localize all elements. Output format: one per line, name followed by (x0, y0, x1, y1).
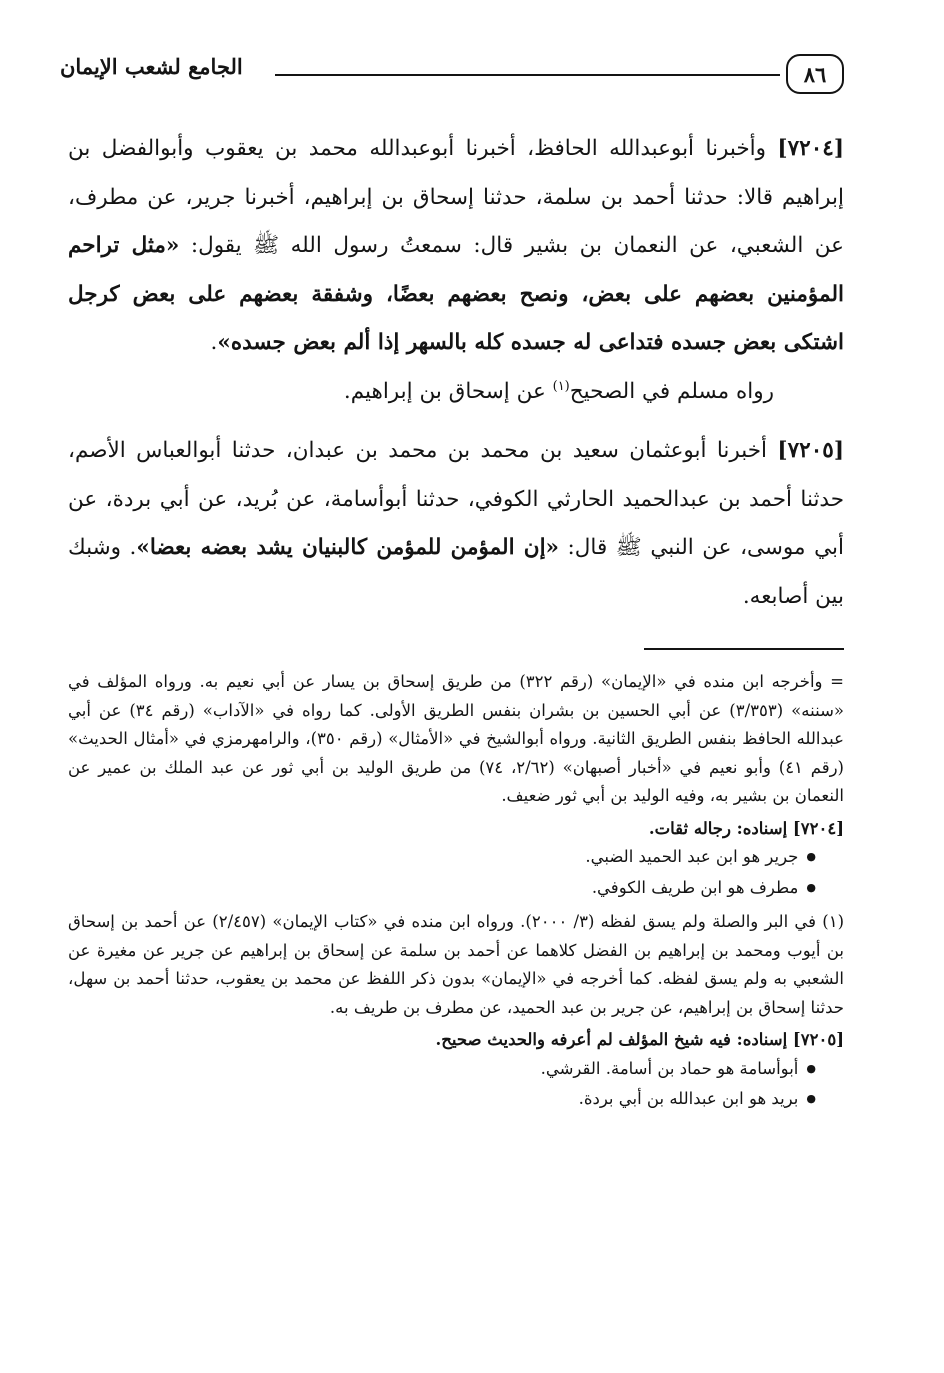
isnad-text: فيه شيخ المؤلف لم أعرفه والحديث صحيح. (435, 1030, 737, 1049)
hadith-end: . وشبك بين أصابعه. (68, 535, 844, 609)
hadith-7205 (68, 427, 844, 621)
isnad-7204 (68, 815, 844, 844)
main-text (68, 125, 844, 621)
riwaya-line (68, 368, 844, 417)
isnad-7205 (68, 1026, 844, 1055)
hadith-number: [٧٢٠٥] (777, 438, 844, 463)
hadith-matn: «إن المؤمن للمؤمن كالبنيان يشد بعضه بعضا» (136, 535, 559, 560)
page-header (60, 50, 844, 106)
isnad-text: رجاله ثقات. (648, 818, 737, 838)
hadith-isnad: أخبرنا أبوعثمان سعيد بن محمد بن محمد بن عبدان، حدثنا أبوالعباس الأصم، حدثنا أحمد بن عبدالحميد الحارثي الكوفي، حدثنا أبوأسامة، عن بُريد، عن أبي بردة، عن أبي موسى، عن النبي ﷺ قال: (68, 438, 844, 560)
hadith-number: [٧٢٠٤] (777, 136, 844, 161)
isnad-bullet: ● أبوأسامة هو حماد بن أسامة. القرشي. (68, 1055, 844, 1086)
isnad-bullet: ● بريد هو ابن عبدالله بن أبي بردة. (68, 1085, 844, 1116)
footnote-1: (١) في البر والصلة ولم يسق لفظه (٣/ ٢٠٠٠). ورواه ابن منده في «كتاب الإيمان» (٢/٤٥٧) عن أحمد بن إسحاق بن أيوب ومحمد بن إبراهيم بن الفضل كلاهما عن أحمد بن سلمة عن إسحاق بن إبراهيم عن جرير عن مغيرة عن الشعبي به ولم يسق لفظه. كما أخرجه في «الإيمان» بدون ذكر اللفظ عن محمد بن يعقوب، حدثنا أحمد بن سهل، حدثنا إسحاق بن إبراهيم، عن جرير بن عبد الحميد، عن مطرف بن طريف به. (68, 912, 844, 1017)
riwaya-before: رواه مسلم في الصحيح (569, 378, 774, 404)
hadith-isnad: وأخبرنا أبوعبدالله الحافظ، أخبرنا أبوعبدالله محمد بن يعقوب وأبوالفضل بن إبراهيم قالا: حدثنا أحمد بن سلمة، حدثنا إسحاق بن إبراهيم، أخبرنا جرير، عن مطرف، عن الشعبي، عن النعمان بن بشير قال: سمعتُ رسول الله ﷺ يقول: (68, 136, 844, 258)
hadith-matn: «مثل تراحم المؤمنين بعضهم على بعض، ونصح بعضهم بعضًا، وشفقة بعضهم على بعض كرجل اشتكى بعض جسده فتداعى له جسده كله بالسهر إذا ألم بعض جسده» (68, 233, 844, 355)
footnote-continuation: = وأخرجه ابن منده في «الإيمان» (رقم ٣٢٢) من طريق إسحاق بن يسار عن أبي نعيم به. ورواه المؤلف في «سننه» (٣/٣٥٣) عن أبي الحسين بن بشران بنفس الطريق الأولى. كما رواه في «الآداب» (رقم ٣٤) عن أبي عبدالله الحافظ بنفس الطريق الثانية. ورواه أبوالشيخ في «الأمثال» (رقم ٣٥٠)، والرامهرمزي في «أمثال الحديث» (رقم ٤١) وأبو نعيم في «أخبار أصبهان» (٢/٦٢، ٧٤) من طريق الوليد بن أبي ثور عن عبد الملك بن عمير عن النعمان بن بشير به، وفيه الوليد بن أبي ثور ضعيف. (68, 672, 844, 805)
isnad-bullet: ● مطرف هو ابن طريف الكوفي. (68, 874, 844, 905)
running-title: الجامع لشعب الإيمان (60, 54, 243, 79)
footnote-ref[interactable]: (١) (552, 378, 570, 394)
riwaya-after: عن إسحاق بن إبراهيم. (343, 378, 553, 404)
isnad-bullet: ● جرير هو ابن عبد الحميد الضبي. (68, 843, 844, 874)
hadith-end: . (210, 330, 218, 355)
page-number: ٨٦ (786, 54, 844, 94)
isnad-label: [٧٢٠٤] إسناده: (736, 818, 844, 838)
footnote-separator (644, 648, 844, 650)
hadith-7204 (68, 125, 844, 368)
header-rule (275, 74, 780, 76)
footnotes (68, 668, 844, 1116)
isnad-label: [٧٢٠٥] إسناده: (736, 1030, 844, 1049)
